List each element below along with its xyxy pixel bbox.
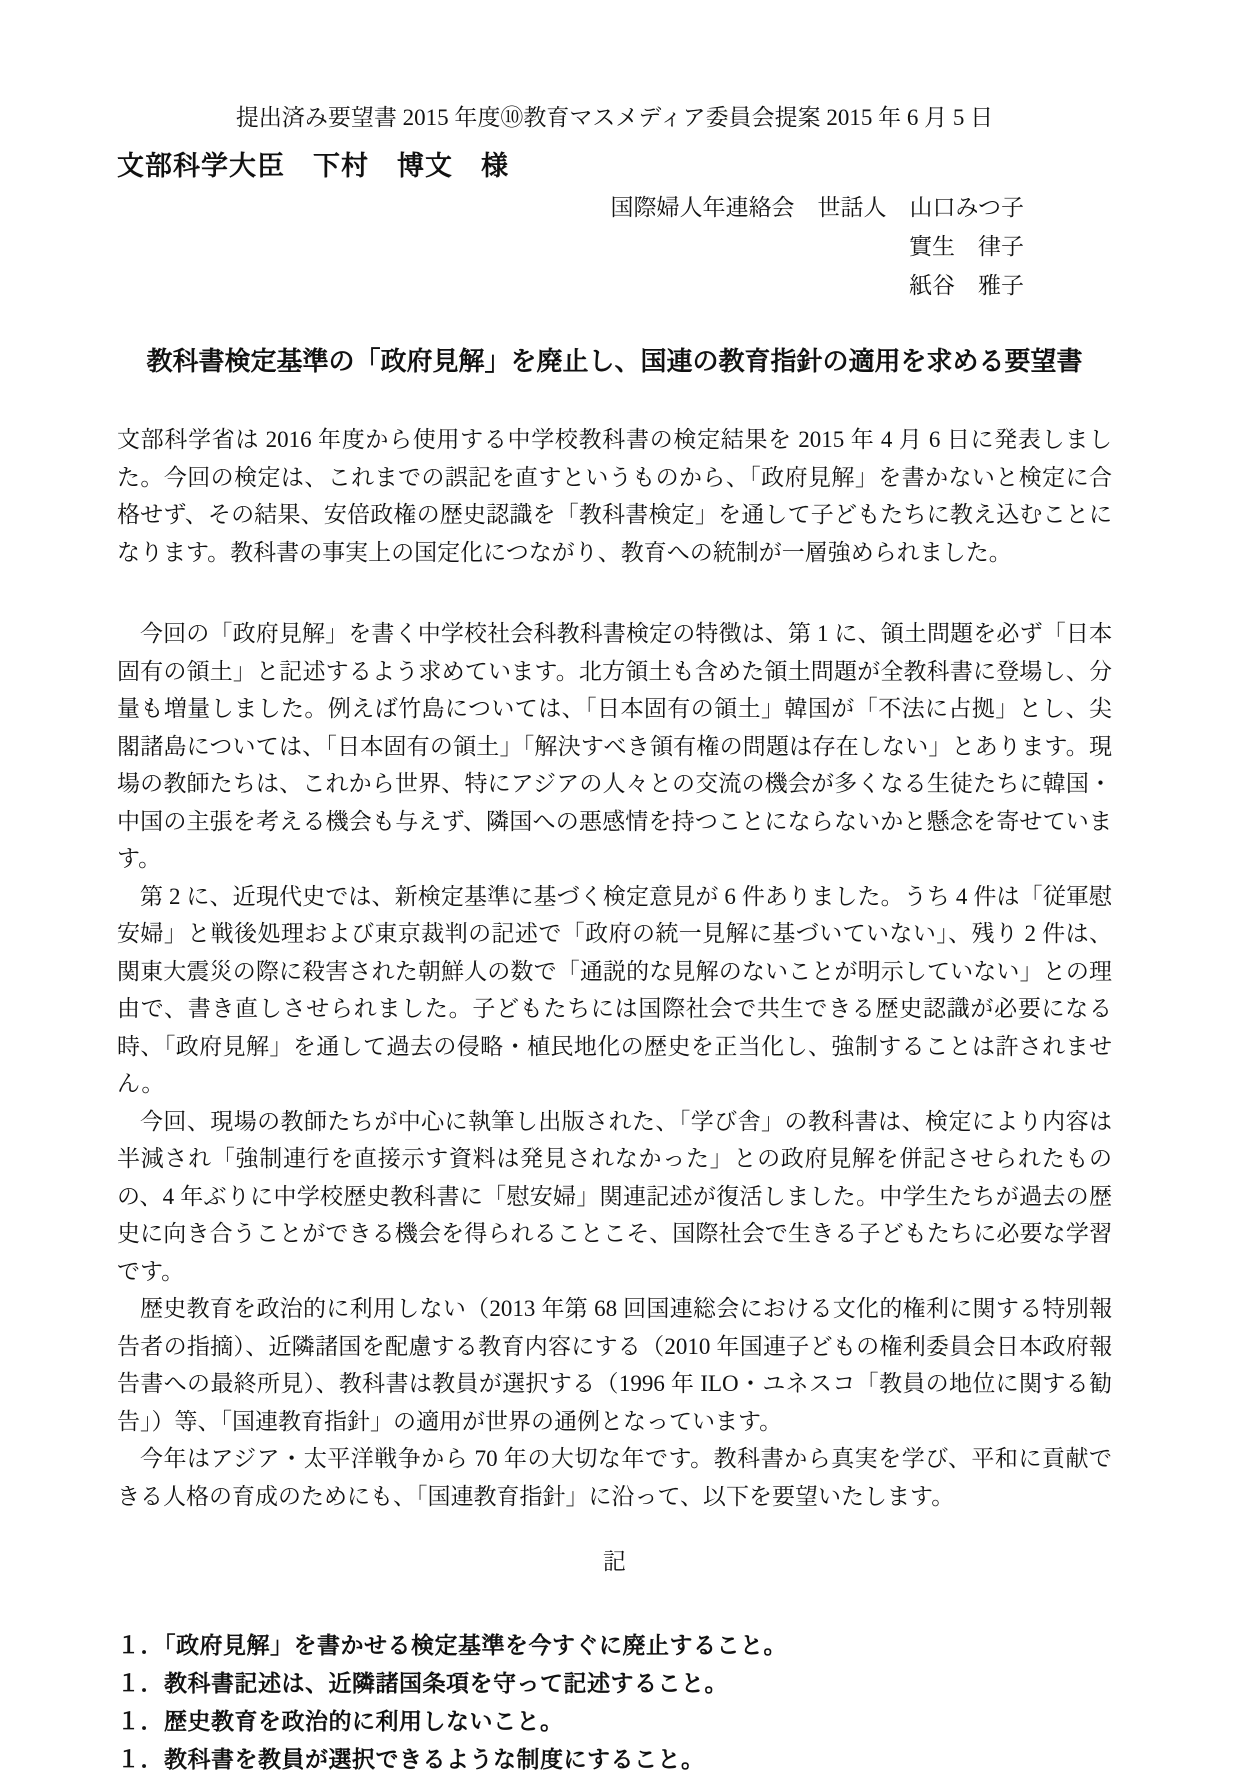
demand-item: １．教科書記述は、近隣諸国条項を守って記述すること。 [117, 1670, 728, 1696]
demand-item: １．「政府見解」を書かせる検定基準を今すぐに廃止すること。 [117, 1632, 787, 1658]
body-paragraph: 今回の「政府見解」を書く中学校社会科教科書検定の特徴は、第 1 に、領土問題を必ず「日本固有の領土」と記述するよう求めています。北方領土も含めた領土問題が全教科書に登場し、分量も増量しました。例えば竹島については、「日本固有の領土」韓国が「不法に占拠」とし、尖閣諸島については、「日本固有の領土」「解決すべき領有権の問題は存在しない」とあります。現場の教師たちは、これから世界、特にアジアの人々との交流の機会が多くなる生徒たちに韓国・中国の主張を考える機会も与えず、隣国への悪感情を持つことにならないかと懸念を寄せています。 [117, 621, 1112, 871]
signature-line-name: 紙谷 雅子 [909, 273, 1024, 298]
body-paragraph: 今回、現場の教師たちが中心に執筆し出版された、「学び舎」の教科書は、検定により内容は半減され「強制連行を直接示す資料は発見されなかった」との政府見解を併記させられたものの、4 年ぶりに中学校歴史教科書に「慰安婦」関連記述が復活しました。中学生たちが過去の歴史に向き合うことができる機会を得られることこそ、国際社会で生きる子どもたちに必要な学習です。 [117, 1108, 1112, 1284]
body-paragraph: 第 2 に、近現代史では、新検定基準に基づく検定意見が 6 件ありました。うち 4 件は「従軍慰安婦」と戦後処理および東京裁判の記述で「政府の統一見解に基づいていない」、残り 2 件は、関東大震災の際に殺害された朝鮮人の数で「通説的な見解のないことが明示していない」との理由で、書き直しさせられました。子どもたちには国際社会で共生できる歴史認識が必要になる時、「政府見解」を通して過去の侵略・植民地化の歴史を正当化し、強制することは許されません。 [117, 883, 1112, 1096]
signature-line-name: 實生 律子 [909, 234, 1024, 259]
body-paragraph: 文部科学省は 2016 年度から使用する中学校教科書の検定結果を 2015 年 4 月 6 日に発表しました。今回の検定は、これまでの誤記を直すというものから、「政府見解」を書かないと検定に合格せず、その結果、安倍政権の歴史認識を「教科書検定」を通して子どもたちに教え込むことになります。教科書の事実上の国定化につながり、教育への統制が一層強められました。 [117, 427, 1112, 565]
body-paragraph: 今年はアジア・太平洋戦争から 70 年の大切な年です。教科書から真実を学び、平和に貢献できる人格の育成のためにも、「国連教育指針」に沿って、以下を要望いたします。 [117, 1446, 1112, 1509]
record-marker: 記 [603, 1549, 626, 1574]
demand-item: １．教科書を教員が選択できるような制度にすること。 [117, 1746, 705, 1772]
addressee-line: 文部科学大臣 下村 博文 様 [117, 151, 509, 181]
body-paragraph: 歴史教育を政治的に利用しない（2013 年第 68 回国連総会における文化的権利に関する特別報告者の指摘）、近隣諸国を配慮する教育内容にする（2010 年国連子どもの権利委員会日本政府報告書への最終所見）、教科書は教員が選択する（1996 年 ILO・ユネスコ「教員の地位に関する勧告」）等、「国連教育指針」の適用が世界の通例となっています。 [117, 1296, 1113, 1434]
signature-block [117, 188, 1112, 305]
signature-line-organization: 国際婦人年連絡会 世話人 山口みつ子 [610, 195, 1024, 220]
document-body [117, 421, 1112, 1515]
document-title: 教科書検定基準の「政府見解」を廃止し、国連の教育指針の適用を求める要望書 [146, 347, 1083, 376]
submission-header-note: 提出済み要望書 2015 年度⑩教育マスメディア委員会提案 2015 年 6 月 5 日 [235, 105, 994, 130]
demand-item: １．歴史教育を政治的に利用しないこと。 [117, 1708, 564, 1734]
demand-list [117, 1626, 1112, 1778]
